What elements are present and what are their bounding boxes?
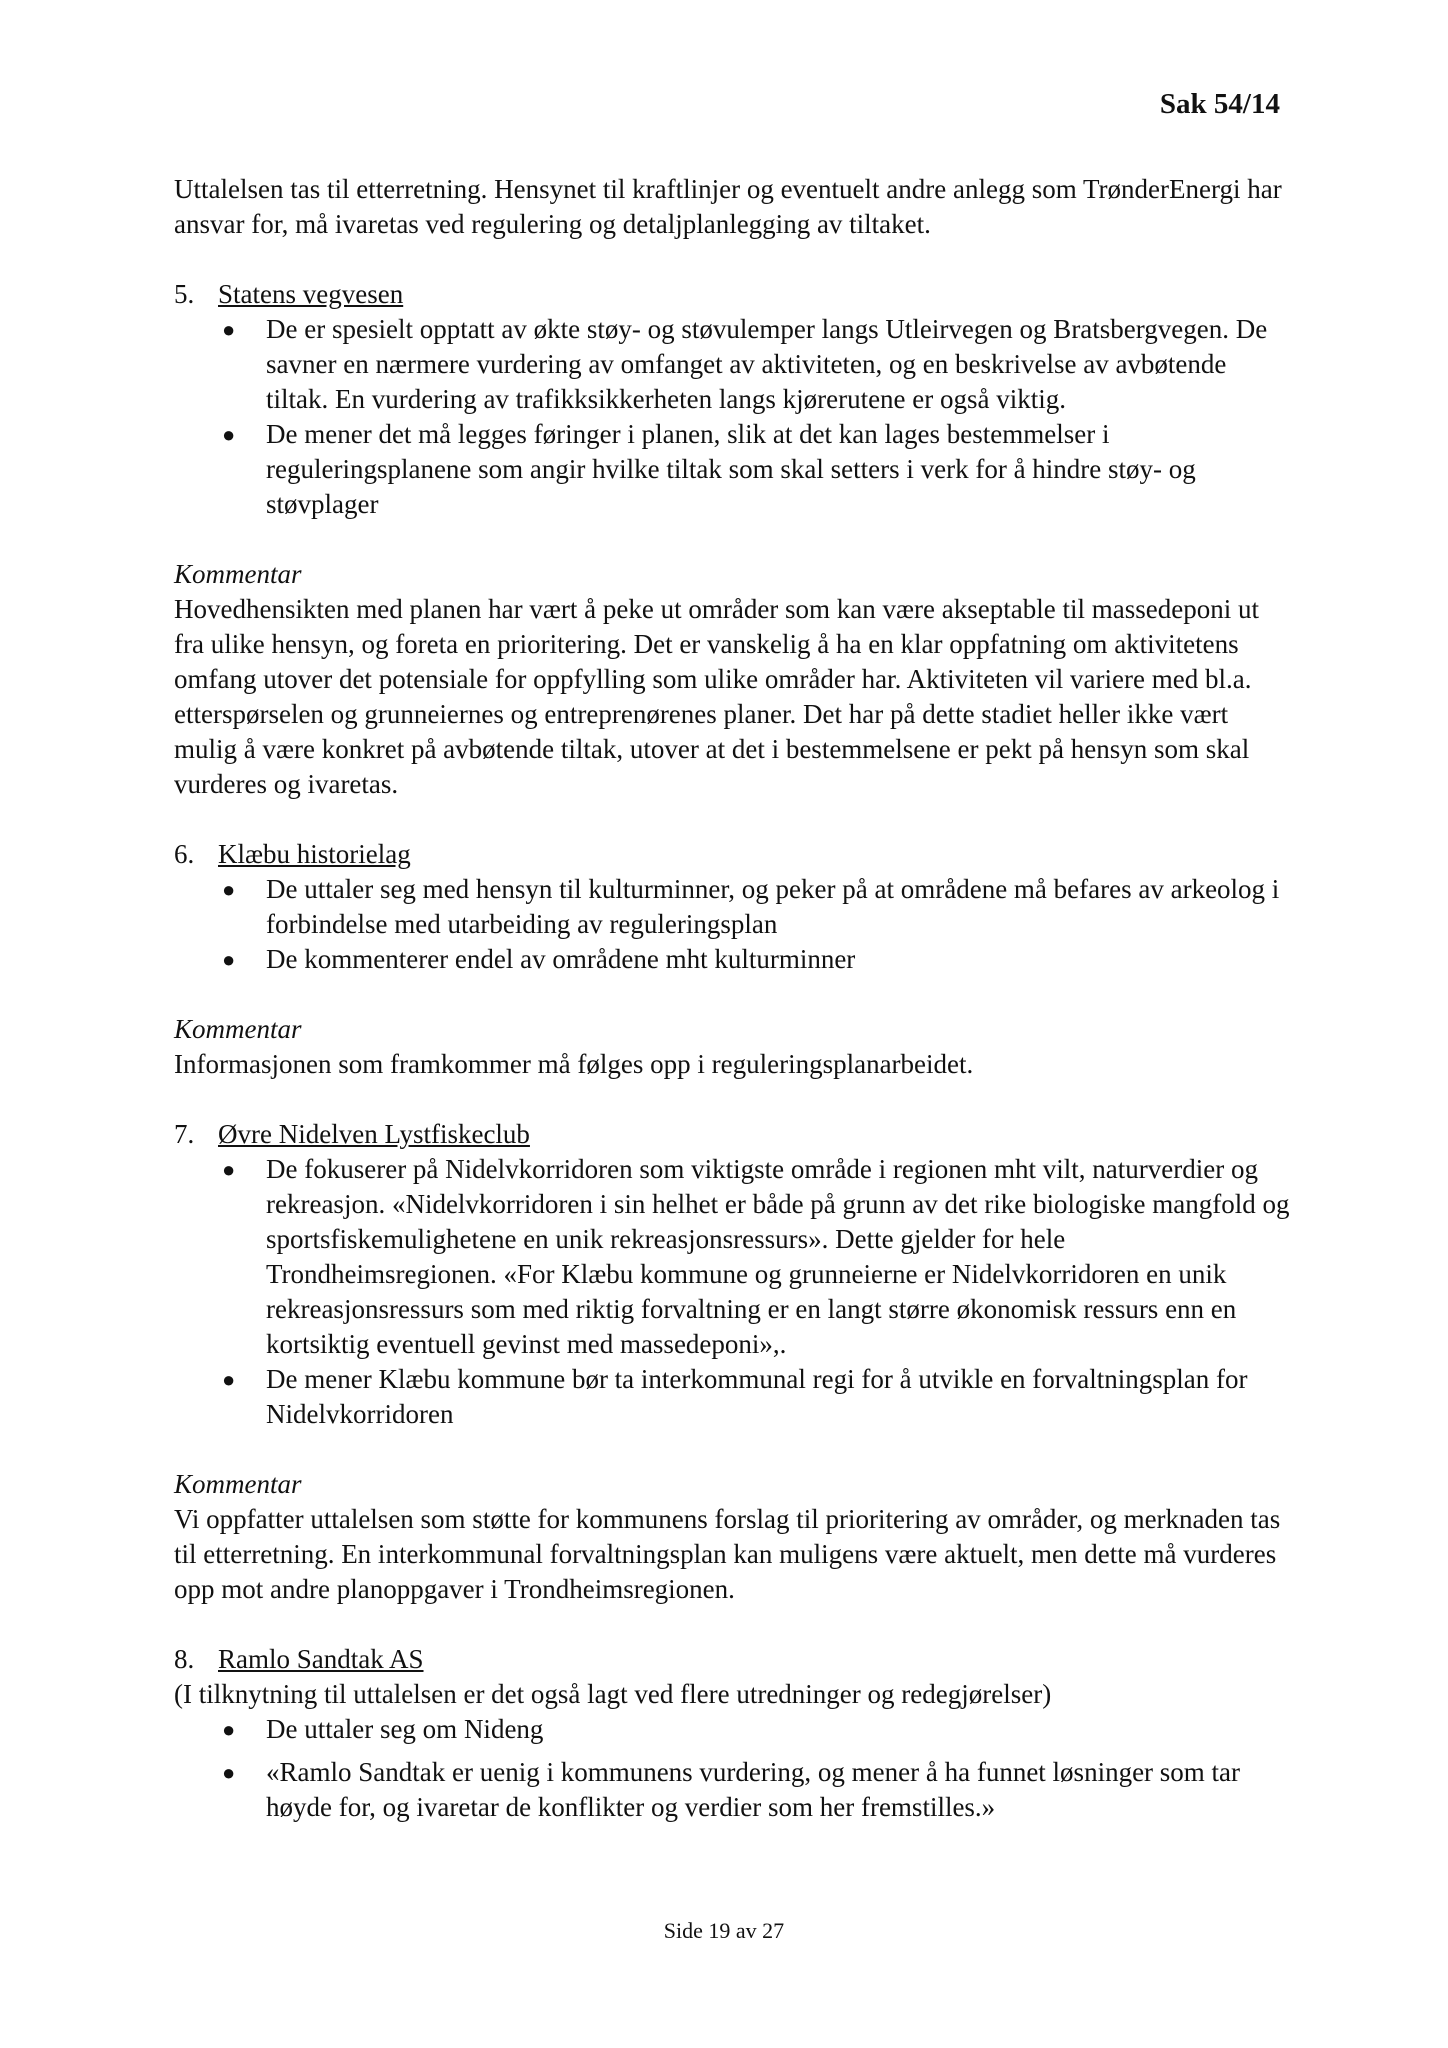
bullet-text: De mener det må legges føringer i planen, slik at det kan lages bestemmelser i reguleringsplanene som angir hvilke tiltak som skal setters i verk for å hindre støy- og støvplager	[266, 419, 1196, 519]
case-reference: Sak 54/14	[1159, 88, 1280, 120]
comment-label: Kommentar	[174, 1469, 302, 1499]
bullet-list	[174, 872, 1294, 977]
list-item	[218, 1362, 1294, 1432]
section-number: 5.	[174, 279, 195, 309]
section-title: Øvre Nidelven Lystfiskeclub	[218, 1119, 530, 1149]
list-item	[218, 312, 1294, 417]
comment-text: Informasjonen som framkommer må følges opp i reguleringsplanarbeidet.	[174, 1049, 974, 1079]
list-item	[218, 417, 1294, 522]
bullet-icon: ●	[222, 1717, 236, 1742]
comment-label: Kommentar	[174, 1014, 302, 1044]
bullet-text: De er spesielt opptatt av økte støy- og støvulemper langs Utleirvegen og Bratsbergvegen. De savner en nærmere vurdering av omfanget av aktiviteten, og en beskrivelse av avbøtende tiltak. En vurdering av trafikksikkerheten langs kjørerutene er også viktig.	[266, 314, 1268, 414]
bullet-icon: ●	[222, 1760, 236, 1785]
comment-label: Kommentar	[174, 559, 302, 589]
list-item	[218, 1152, 1294, 1362]
section-6	[174, 837, 1294, 1082]
intro-paragraph: Uttalelsen tas til etterretning. Hensynet til kraftlinjer og eventuelt andre anlegg som TrønderEnergi har ansvar for, må ivaretas ved regulering og detaljplanlegging av tiltaket.	[174, 174, 1282, 239]
bullet-list	[174, 1712, 1294, 1825]
bullet-icon: ●	[222, 1367, 236, 1392]
section-number: 8.	[174, 1644, 195, 1674]
section-heading	[174, 837, 1294, 872]
section-7	[174, 1117, 1294, 1607]
section-heading	[174, 1642, 1294, 1677]
bullet-text: De mener Klæbu kommune bør ta interkommunal regi for å utvikle en forvaltningsplan for Nidelvkorridoren	[266, 1364, 1248, 1429]
section-heading	[174, 277, 1294, 312]
list-item	[218, 872, 1294, 942]
bullet-text: «Ramlo Sandtak er uenig i kommunens vurdering, og mener å ha funnet løsninger som tar høyde for, og ivaretar de konflikter og verdier som her fremstilles.»	[266, 1757, 1241, 1822]
list-spacer	[218, 1747, 1294, 1755]
section-title: Klæbu historielag	[218, 839, 411, 869]
list-item	[218, 1755, 1294, 1825]
bullet-text: De uttaler seg med hensyn til kulturminner, og peker på at områdene må befares av arkeolog i forbindelse med utarbeiding av reguleringsplan	[266, 874, 1280, 939]
section-number: 7.	[174, 1119, 195, 1149]
list-item	[218, 1712, 1294, 1747]
bullet-icon: ●	[222, 947, 236, 972]
bullet-icon: ●	[222, 422, 236, 447]
section-title: Ramlo Sandtak AS	[218, 1644, 424, 1674]
bullet-list	[174, 312, 1294, 522]
section-title: Statens vegvesen	[218, 279, 404, 309]
bullet-list	[174, 1152, 1294, 1432]
section-8	[174, 1642, 1294, 1825]
comment-text: Hovedhensikten med planen har vært å peke ut områder som kan være akseptable til massedeponi ut fra ulike hensyn, og foreta en prioritering. Det er vanskelig å ha en klar oppfatning om aktivitetens omfang utover det potensiale for oppfylling som ulike områder har. Aktiviteten vil variere med bl.a. etterspørselen og grunneiernes og entreprenørenes planer. Det har på dette stadiet heller ikke vært mulig å være konkret på avbøtende tiltak, utover at det i bestemmelsene er pekt på hensyn som skal vurderes og ivaretas.	[174, 594, 1259, 799]
section-note: (I tilknytning til uttalelsen er det også lagt ved flere utredninger og redegjørelser)	[174, 1679, 1052, 1709]
page-content	[174, 172, 1294, 1825]
section-number: 6.	[174, 839, 195, 869]
section-5	[174, 277, 1294, 802]
bullet-text: De uttaler seg om Nideng	[266, 1714, 544, 1744]
list-item	[218, 942, 1294, 977]
bullet-icon: ●	[222, 317, 236, 342]
bullet-icon: ●	[222, 877, 236, 902]
bullet-text: De kommenterer endel av områdene mht kulturminner	[266, 944, 856, 974]
comment-text: Vi oppfatter uttalelsen som støtte for kommunens forslag til prioritering av områder, og merknaden tas til etterretning. En interkommunal forvaltningsplan kan muligens være aktuelt, men dette må vurderes opp mot andre planoppgaver i Trondheimsregionen.	[174, 1504, 1281, 1604]
page-number: Side 19 av 27	[663, 1918, 785, 1943]
bullet-text: De fokuserer på Nidelvkorridoren som viktigste område i regionen mht vilt, naturverdier og rekreasjon. «Nidelvkorridoren i sin helhet er både på grunn av det rike biologiske mangfold og sportsfiskemulighetene en unik rekreasjonsressurs». Dette gjelder for hele Trondheimsregionen. «For Klæbu kommune og grunneierne er Nidelvkorridoren en unik rekreasjonsressurs som med riktig forvaltning er en langt større økonomisk ressurs enn en kortsiktig eventuell gevinst med massedeponi»,.	[266, 1154, 1290, 1359]
section-heading	[174, 1117, 1294, 1152]
bullet-icon: ●	[222, 1157, 236, 1182]
